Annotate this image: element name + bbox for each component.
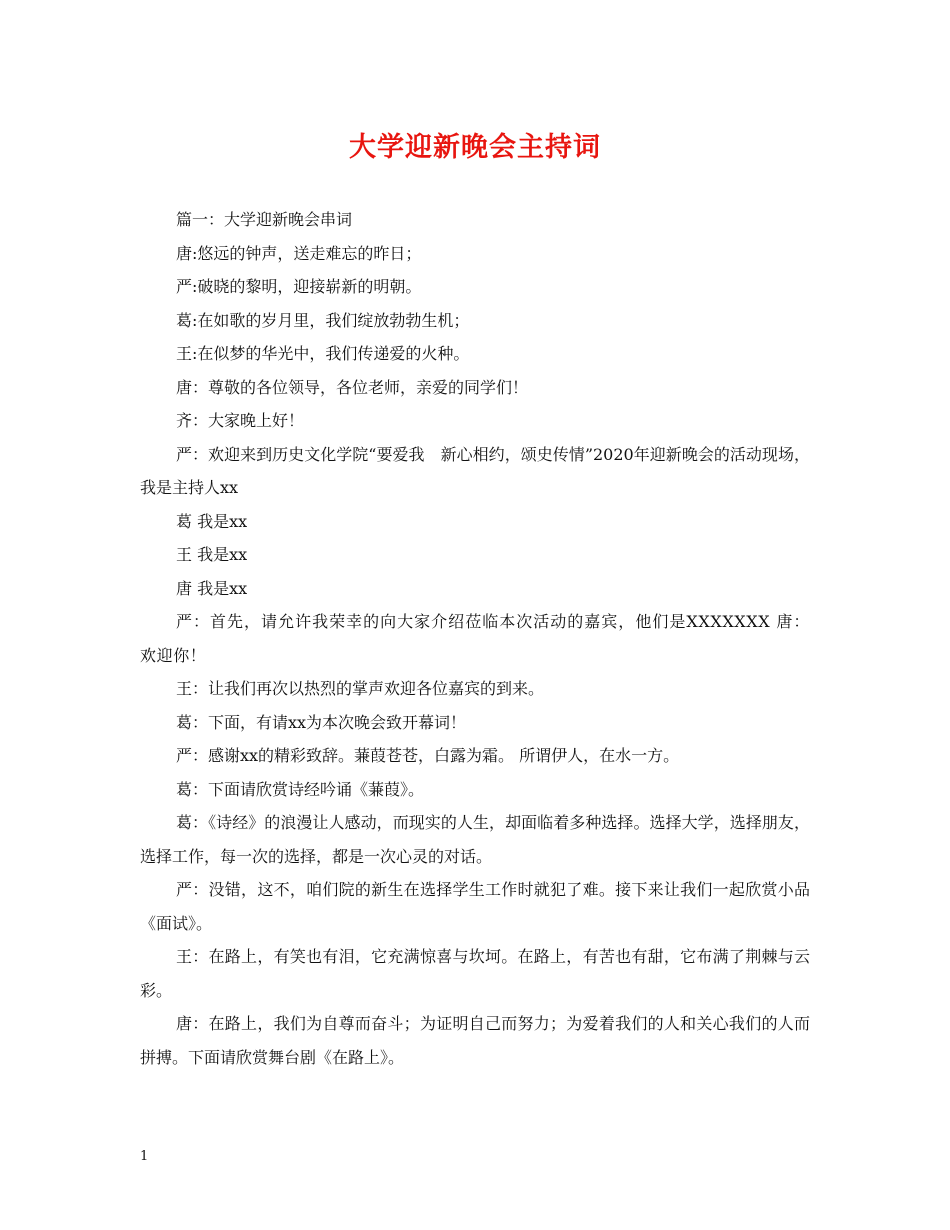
paragraph: 唐 我是xx	[176, 578, 248, 598]
paragraph: 王 我是xx	[176, 545, 248, 564]
paragraph: 葛:在如歌的岁月里，我们绽放勃勃生机；	[176, 310, 470, 330]
paragraph: 篇一：大学迎新晚会串词	[176, 210, 353, 229]
paragraph: 严：首先，请允许我荣幸的向大家介绍莅临本次活动的嘉宾，他们是XXXXXXX 唐：欢迎你！	[140, 612, 810, 665]
paragraph: 齐：大家晚上好！	[176, 411, 305, 430]
paragraph: 唐：在路上，我们为自尊而奋斗；为证明自己而努力；为爱着我们的人和关心我们的人而拼搏。下面请欣赏舞台剧《在路上》。	[140, 1014, 810, 1067]
paragraph: 葛：下面请欣赏诗经吟诵《蒹葭》。	[176, 779, 425, 799]
page-number: 1	[140, 1149, 149, 1164]
paragraph: 唐:悠远的钟声，送走难忘的昨日；	[176, 243, 422, 263]
paragraph: 王：让我们再次以热烈的掌声欢迎各位嘉宾的到来。	[176, 679, 545, 698]
paragraph: 唐：尊敬的各位领导，各位老师，亲爱的同学们！	[176, 377, 529, 397]
paragraph: 葛 我是xx	[176, 511, 248, 531]
paragraph: 王:在似梦的华光中，我们传递爱的火种。	[176, 344, 470, 363]
document-title: 大学迎新晚会主持词	[349, 132, 601, 163]
document-body	[140, 203, 810, 1074]
paragraph: 葛：《诗经》的浪漫让人感动，而现实的人生，却面临着多种选择。选择大学，选择朋友，选择工作，每一次的选择，都是一次心灵的对话。	[140, 813, 810, 866]
paragraph: 严：没错，这不，咱们院的新生在选择学生工作时就犯了难。接下来让我们一起欣赏小品《面试》。	[140, 880, 810, 933]
paragraph: 严:破晓的黎明，迎接崭新的明朝。	[176, 277, 422, 296]
paragraph: 王：在路上，有笑也有泪，它充满惊喜与坎坷。在路上，有苦也有甜，它布满了荆棘与云彩。	[140, 947, 810, 1000]
paragraph: 葛：下面，有请xx为本次晚会致开幕词！	[176, 712, 467, 732]
paragraph: 严：欢迎来到历史文化学院“要爱我 新心相约，颂史传情”2020年迎新晚会的活动现场，我是主持人xx	[140, 444, 810, 497]
paragraph: 严：感谢xx的精彩致辞。蒹葭苍苍，白露为霜。 所谓伊人，在水一方。	[176, 746, 680, 765]
